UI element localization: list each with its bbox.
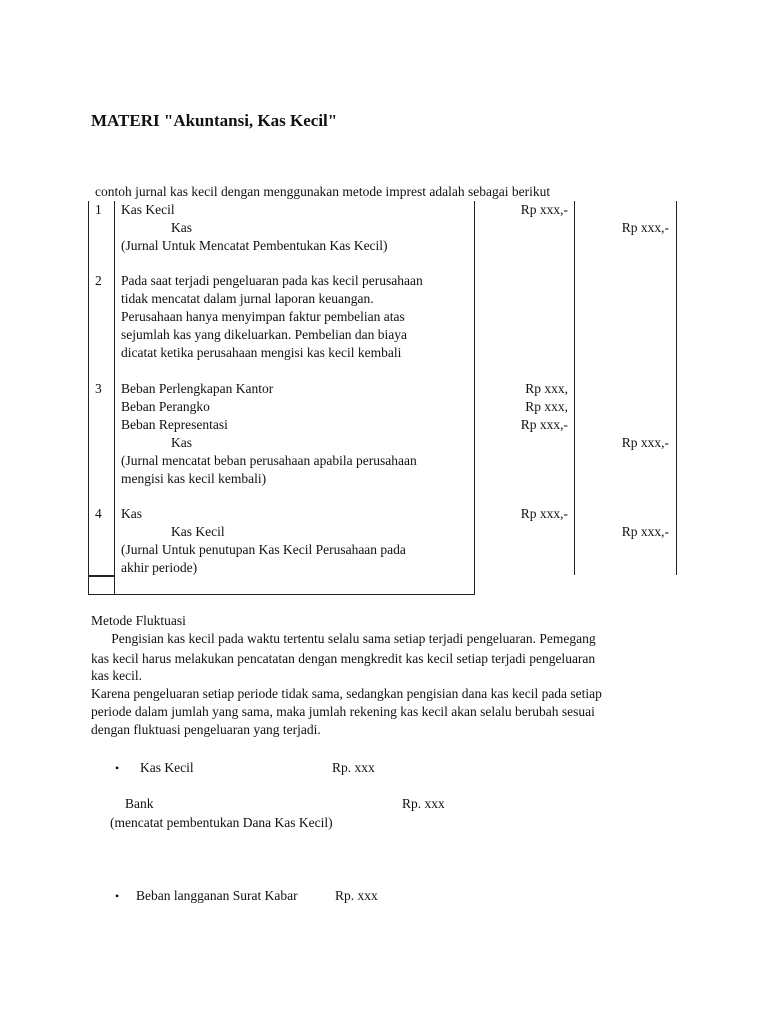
paragraph-line: Pengisian kas kecil pada waktu tertentu selalu sama setiap terjadi pengeluaran. Pemegang <box>91 631 596 646</box>
paragraph-line: kas kecil harus melakukan pencatatan dengan mengkredit kas kecil setiap terjadi pengeluaran <box>91 651 596 666</box>
entry1-note: (mencatat pembentukan Dana Kas Kecil) <box>110 815 333 830</box>
journal-debit-amount: Rp xxx, <box>525 381 568 396</box>
journal-line-text: Beban Perlengkapan Kantor <box>121 381 274 396</box>
journal-line-text: dicatat ketika perusahaan mengisi kas kecil kembali <box>121 345 402 360</box>
paragraph-line: kas kecil. <box>91 668 142 683</box>
journal-line-text: mengisi kas kecil kembali) <box>121 471 267 486</box>
journal-line-text: Beban Perangko <box>121 399 210 414</box>
journal-credit-amount: Rp xxx,- <box>621 220 669 235</box>
journal-line-text: (Jurnal mencatat beban perusahaan apabila perusahaan <box>121 453 417 468</box>
journal-row-number: 3 <box>95 381 102 396</box>
paragraph-line: Karena pengeluaran setiap periode tidak sama, sedangkan pengisian dana kas kecil pada setiap <box>91 686 602 701</box>
journal-credit-amount: Rp xxx,- <box>621 435 669 450</box>
journal-debit-amount: Rp xxx,- <box>520 417 568 432</box>
journal-line-text: Kas Kecil <box>121 202 175 217</box>
table-divider-num <box>114 201 115 595</box>
journal-line-text: tidak mencatat dalam jurnal laporan keuangan. <box>121 291 374 306</box>
entry2-debit-account: Beban langganan Surat Kabar <box>136 888 298 903</box>
paragraph-line: dengan fluktuasi pengeluaran yang terjadi. <box>91 722 321 737</box>
entry1-debit-account: Kas Kecil <box>140 760 194 775</box>
journal-row-number: 2 <box>95 273 102 288</box>
journal-line-text: Kas <box>171 220 192 235</box>
journal-line-text: akhir periode) <box>121 560 198 575</box>
journal-debit-amount: Rp xxx, <box>525 399 568 414</box>
table-border-left <box>88 201 89 595</box>
journal-line-text: (Jurnal Untuk Mencatat Pembentukan Kas Kecil) <box>121 238 388 253</box>
journal-line-text: (Jurnal Untuk penutupan Kas Kecil Perusahaan pada <box>121 542 406 557</box>
intro-text: contoh jurnal kas kecil dengan menggunakan metode imprest adalah sebagai berikut <box>95 184 551 199</box>
journal-line-text: Kas Kecil <box>171 524 225 539</box>
journal-row-number: 4 <box>95 506 102 521</box>
table-border-desc <box>474 201 475 595</box>
paragraph-line: periode dalam jumlah yang sama, maka jumlah rekening kas kecil akan selalu berubah sesuai <box>91 704 595 719</box>
page-title: MATERI "Akuntansi, Kas Kecil" <box>91 111 338 130</box>
fluktuasi-heading: Metode Fluktuasi <box>91 613 186 628</box>
journal-line-text: sejumlah kas yang dikeluarkan. Pembelian dan biaya <box>121 327 408 342</box>
journal-debit-amount: Rp xxx,- <box>520 506 568 521</box>
table-divider-bottom <box>88 575 115 577</box>
journal-line-text: Perusahaan hanya menyimpan faktur pembelian atas <box>121 309 405 324</box>
journal-row-number: 1 <box>95 202 102 217</box>
table-border-credit <box>676 201 677 575</box>
entry1-credit-amount: Rp. xxx <box>402 796 445 811</box>
bullet-icon: • <box>115 889 120 903</box>
journal-debit-amount: Rp xxx,- <box>520 202 568 217</box>
journal-line-text: Kas <box>171 435 192 450</box>
journal-line-text: Kas <box>121 506 142 521</box>
journal-line-text: Beban Representasi <box>121 417 228 432</box>
entry2-debit-amount: Rp. xxx <box>335 888 378 903</box>
entry1-debit-amount: Rp. xxx <box>332 760 375 775</box>
entry1-credit-account: Bank <box>125 796 154 811</box>
bullet-icon: • <box>115 761 120 775</box>
journal-credit-amount: Rp xxx,- <box>621 524 669 539</box>
table-border-bottom <box>88 594 475 595</box>
table-divider-debit <box>574 201 575 575</box>
journal-line-text: Pada saat terjadi pengeluaran pada kas kecil perusahaan <box>121 273 423 288</box>
